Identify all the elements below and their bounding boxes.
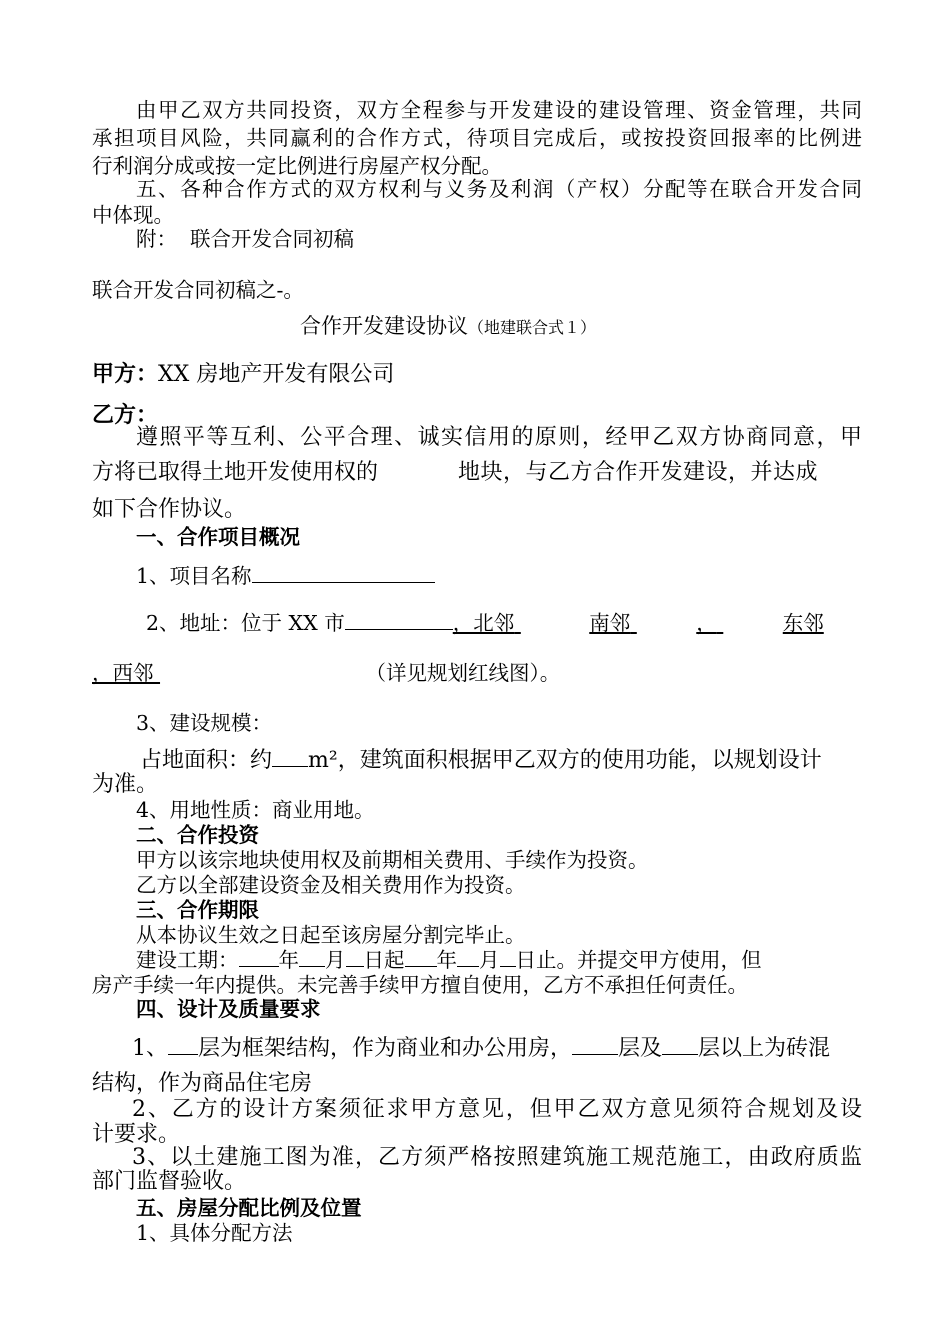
s4-item-3-line-2: 部门监督验收。 — [92, 1169, 247, 1194]
s4-i1-text-a: 层为框架结构，作为商业和办公用房， — [198, 1036, 573, 1061]
s1-item-1 — [136, 562, 862, 589]
intro-line-3: 行利润分成或按一定比例进行房屋产权分配。 — [92, 154, 502, 178]
s4-item-2-line-1: 2、乙方的设计方案须征求甲方意见，但甲乙双方意见须符合规划及设 — [132, 1097, 862, 1122]
intro-p2-line-2: 中体现。 — [92, 203, 174, 227]
floor-blank-2 — [572, 1034, 618, 1055]
preamble-line-1: 遵照平等互利、公平合理、诚实信用的原则，经甲乙双方协商同意，甲 — [136, 425, 862, 450]
s4-item-1-cont: 结构，作为商品住宅房 — [92, 1071, 313, 1096]
party-a — [92, 362, 862, 388]
end-day-blank — [500, 946, 516, 967]
period-note: 日止。并提交甲方使用，但 — [515, 948, 762, 972]
north-label: ，北邻 — [452, 611, 515, 635]
comma: ， — [696, 611, 717, 635]
redline-note: （详见规划红线图）。 — [365, 661, 561, 685]
s1-item-4: 4、用地性质：商业用地。 — [136, 798, 375, 822]
year-2: 年 — [436, 948, 457, 972]
end-month-blank — [457, 946, 479, 967]
start-year-blank — [239, 946, 279, 967]
intro-line-2: 承担项目风险，共同赢利的合作方式，待项目完成后，或按投资回报率的比例进 — [92, 126, 862, 150]
west-label: ，西邻 — [92, 661, 154, 685]
end-year-blank — [405, 946, 437, 967]
preamble-text-b: 地块，与乙方合作开发建设，并达成 — [458, 460, 819, 485]
section-5-heading: 五、房屋分配比例及位置 — [136, 1196, 362, 1220]
intro-p2-line-1: 五、各种合作方式的双方权利与义务及利润（产权）分配等在联合开发合同 — [136, 177, 862, 201]
title-main: 合作开发建设协议 — [300, 314, 468, 338]
s3-line-2 — [136, 946, 862, 973]
title-sub: （地建联合式１） — [468, 318, 597, 337]
preamble-line-3: 如下合作协议。 — [92, 497, 247, 522]
s1-item-3: 3、建设规模： — [136, 711, 273, 735]
project-name-blank — [252, 562, 435, 583]
day-1: 日起 — [363, 948, 405, 972]
month-1: 月 — [325, 948, 346, 972]
s4-item-3-line-1: 3、以土建施工图为准，乙方须严格按照建筑施工规范施工，由政府质监 — [132, 1145, 862, 1170]
s2-line-2: 乙方以全部建设资金及相关费用作为投资。 — [136, 873, 526, 897]
s3-line-1: 从本协议生效之日起至该房屋分割完毕止。 — [136, 923, 526, 947]
s4-item-1 — [132, 1034, 862, 1062]
start-day-blank — [346, 946, 364, 967]
party-b-label: 乙方： — [92, 403, 159, 428]
south-label: 南邻 — [589, 611, 631, 635]
s4-i1-text-c: 层以上为砖混 — [698, 1036, 831, 1061]
floor-blank-1 — [168, 1034, 198, 1055]
month-2: 月 — [479, 948, 500, 972]
area-blank — [272, 746, 308, 767]
year-1: 年 — [278, 948, 299, 972]
s5-item-1: 1、具体分配方法 — [136, 1221, 293, 1245]
preamble-text-a: 方将已取得土地开发使用权的 — [92, 460, 379, 485]
section-1-heading: 一、合作项目概况 — [136, 525, 300, 549]
section-3-heading: 三、合作期限 — [136, 898, 259, 922]
preamble-line-2 — [92, 460, 862, 486]
west-blank — [154, 660, 366, 686]
s2-line-1: 甲方以该宗地块使用权及前期相关费用、手续作为投资。 — [136, 848, 649, 872]
s3-line-3: 房产手续一年内提供。未完善手续甲方擅自使用，乙方不承担任何责任。 — [92, 973, 748, 997]
party-a-label: 甲方： — [92, 362, 159, 387]
party-a-name: XX 房地产开发有限公司 — [158, 362, 395, 387]
s1-item-2-cont — [92, 660, 862, 686]
section-4-heading: 四、设计及质量要求 — [136, 997, 321, 1021]
intro-line-1: 由甲乙双方共同投资，双方全程参与开发建设的建设管理、资金管理，共同 — [136, 98, 862, 122]
south-blank — [630, 610, 696, 636]
address-city: 2、地址：位于 XX 市 — [146, 611, 345, 635]
s1-area-line-2: 为准。 — [92, 772, 159, 797]
north-blank — [514, 610, 589, 636]
s1-item-2 — [146, 609, 862, 636]
attachment-note: 附： 联合开发合同初稿 — [136, 227, 355, 251]
east-blank-pre — [717, 610, 783, 636]
s4-i1-num: 1、 — [132, 1036, 168, 1061]
area-text: m²，建筑面积根据甲乙双方的使用功能，以规划设计 — [308, 748, 822, 773]
east-label: 东邻 — [782, 611, 824, 635]
start-month-blank — [299, 946, 325, 967]
s4-i1-text-b: 层及 — [618, 1036, 663, 1061]
draft-label: 联合开发合同初稿之-。 — [92, 278, 304, 302]
area-label: 占地面积：约 — [140, 748, 273, 773]
s4-item-2-line-2: 计要求。 — [92, 1122, 181, 1147]
city-blank — [345, 609, 453, 630]
section-2-heading: 二、合作投资 — [136, 823, 259, 847]
s1-item-1-label: 1、项目名称 — [136, 564, 252, 588]
s1-area-line-1 — [140, 746, 862, 774]
period-label: 建设工期： — [136, 948, 239, 972]
document-title — [300, 313, 800, 341]
floor-blank-3 — [662, 1034, 698, 1055]
